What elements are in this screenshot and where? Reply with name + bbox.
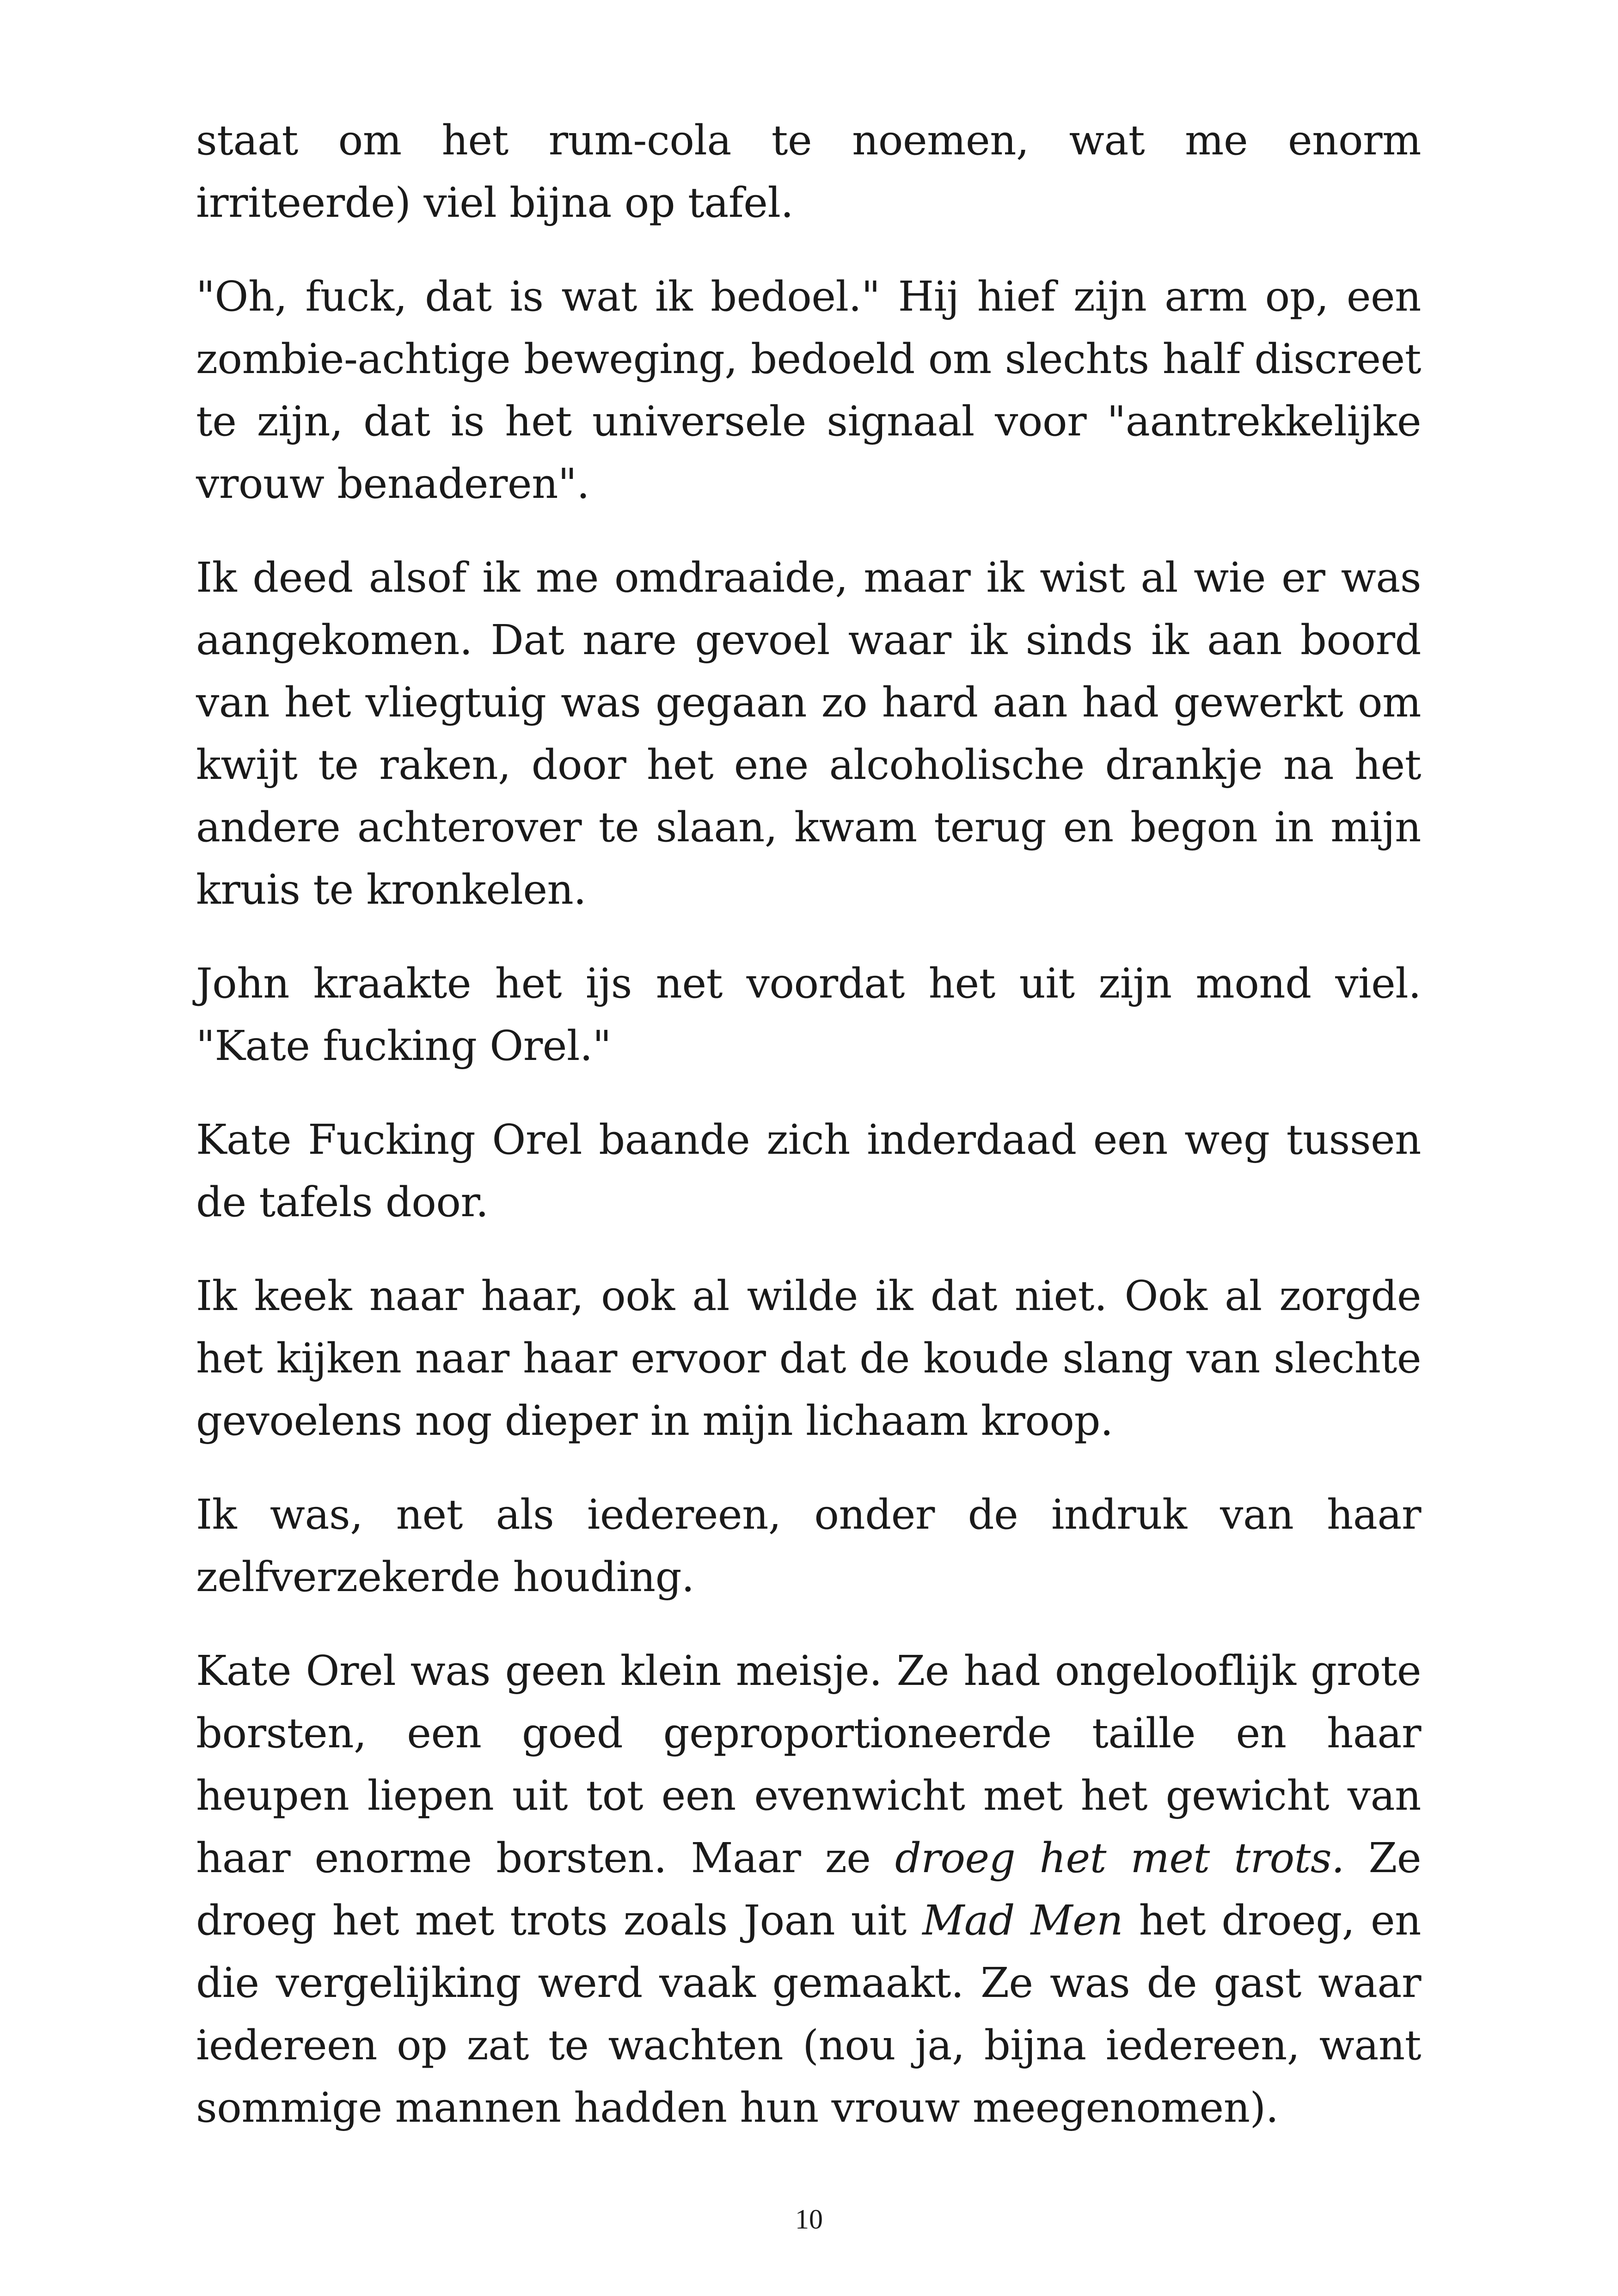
paragraph-3: Ik deed alsof ik me omdraaide, maar ik wist al wie er was aangekomen. Dat nare gevoel waar ik sinds ik aan boord van het vliegtuig was gegaan zo hard aan had gewerkt om kwijt te raken, door het ene alcoholische drankje na het andere achterover te slaan, kwam terug en begon in mijn kruis te kronkelen. xyxy=(196,553,1421,913)
paragraph-8-italic-1: droeg het met trots. xyxy=(895,1834,1344,1882)
paragraph-2: "Oh, fuck, dat is wat ik bedoel." Hij hief zijn arm op, een zombie-achtige beweging, bedoeld om slechts half discreet te zijn, dat is het universele signaal voor "aantrekkelijke vrouw benaderen". xyxy=(196,272,1421,508)
paragraph-8-part-3: het droeg, en die vergelijking werd vaak gemaakt. Ze was de gast waar iedereen op zat te wachten (nou ja, bijna iedereen, want sommige mannen hadden hun vrouw meegenomen). xyxy=(196,1896,1421,2131)
page-number: 10 xyxy=(795,2204,823,2235)
paragraph-1: staat om het rum-cola te noemen, wat me enorm irriteerde) viel bijna op tafel. xyxy=(196,116,1421,227)
body-text xyxy=(196,109,1421,2139)
paragraph-6: Ik keek naar haar, ook al wilde ik dat niet. Ook al zorgde het kijken naar haar ervoor dat de koude slang van slechte gevoelens nog dieper in mijn lichaam kroop. xyxy=(196,1272,1421,1445)
paragraph-4: John kraakte het ijs net voordat het uit zijn mond viel. "Kate fucking Orel." xyxy=(196,959,1421,1070)
paragraph-5: Kate Fucking Orel baande zich inderdaad een weg tussen de tafels door. xyxy=(196,1115,1421,1226)
paragraph-7: Ik was, net als iedereen, onder de indruk van haar zelfverzekerde houding. xyxy=(196,1490,1421,1601)
paragraph-8-italic-2: Mad Men xyxy=(922,1896,1123,1944)
paragraph-8-part-2: Ze droeg het met trots zoals Joan uit xyxy=(196,1834,1421,1944)
paragraph-8-part-1: Kate Orel was geen klein meisje. Ze had ongelooflijk grote borsten, een goed geproportioneerde taille en haar heupen liepen uit tot een evenwicht met het gewicht van haar enorme borsten. Maar ze xyxy=(196,1647,1421,1882)
paragraph-8 xyxy=(196,1640,1421,2139)
